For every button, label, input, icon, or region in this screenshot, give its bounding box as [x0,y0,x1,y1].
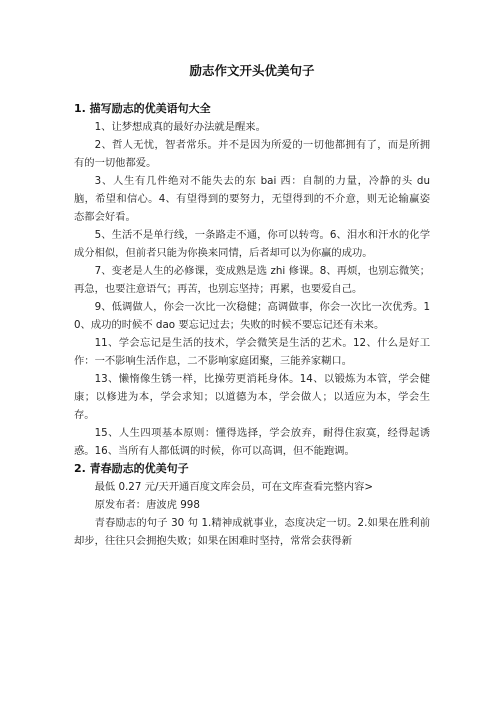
paragraph: 2、哲人无忧，智者常乐。并不是因为所爱的一切他都拥有了，而是所拥有的一切他都爱。 [74,139,430,169]
paragraph: 青春励志的句子 30 句 1.精神成就事业，态度决定一切。2.如果在胜利前却步，往往只会拥抱失败；如果在困难时坚持，常常会获得新 [74,517,430,547]
document-title: 励志作文开头优美句子 [189,63,315,78]
paragraph: 13、懒惰像生锈一样，比操劳更消耗身体。14、以锻炼为本管，学会健康；以修进为本，学会求知；以道德为本，学会做人；以适应为本，学会生存。 [74,373,430,421]
membership-price-note: 最低 0.27 元/天开通百度文库会员，可在文库查看完整内容> [94,481,373,493]
section-heading-1: 1. 描写励志的优美语句大全 [74,102,211,115]
paragraph: 5、生活不是单行线，一条路走不通，你可以转弯。6、泪水和汗水的化学成分相似，但前者只能为你换来同情，后者却可以为你赢的成功。 [74,229,430,259]
paragraph: 9、低调做人，你会一次比一次稳健；高调做事，你会一次比一次优秀。10、成功的时候不 dao 要忘记过去；失败的时候不要忘记还有未来。 [74,301,430,331]
paragraph: 1、让梦想成真的最好办法就是醒来。 [94,121,266,133]
paragraph: 15、人生四项基本原则：懂得选择，学会放弃，耐得住寂寞，经得起诱惑。16、当所有人都低调的时候，你可以高调，但不能跑调。 [74,427,430,457]
section-heading-2: 2. 青春励志的优美句子 [74,462,189,475]
publisher-line: 原发布者：唐波虎 998 [94,499,200,511]
paragraph: 7、变老是人生的必修课，变成熟是选 zhi 修课。8、再烦，也别忘微笑；再急，也要注意语气；再苦，也别忘坚持；再累，也要爱自己。 [74,265,430,295]
paragraph: 3、人生有几件绝对不能失去的东 bai 西：自制的力量，冷静的头 du 脑，希望和信心。4、有望得到的要努力，无望得到的不介意，则无论输赢姿态都会好看。 [74,175,430,223]
paragraph: 11、学会忘记是生活的技术，学会微笑是生活的艺术。12、什么是好工作：一不影响生活作息，二不影响家庭团聚，三能养家糊口。 [74,337,430,367]
